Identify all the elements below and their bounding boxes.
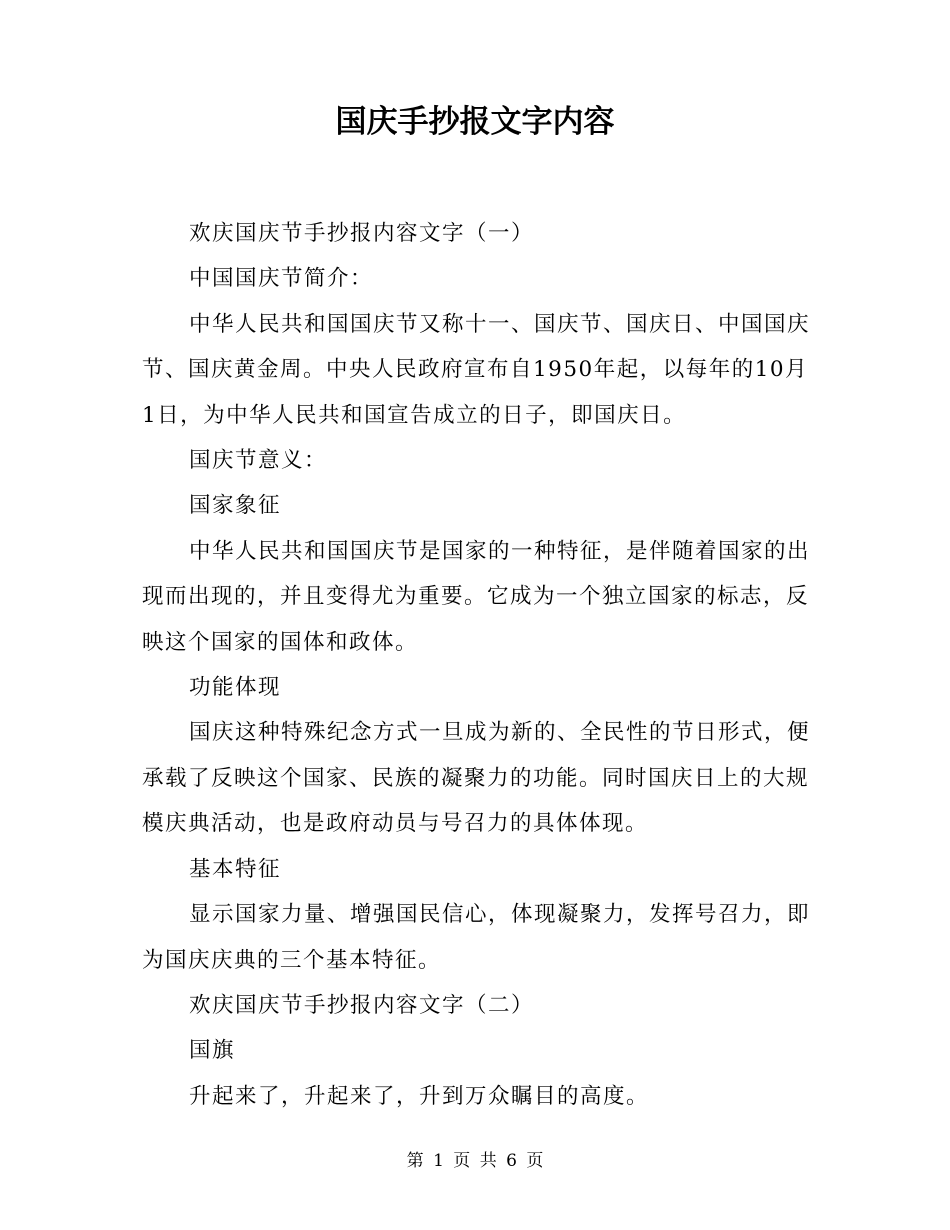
body-paragraph: 中华人民共和国国庆节是国家的一种特征，是伴随着国家的出现而出现的，并且变得尤为重要。它成为一个独立国家的标志，反映这个国家的国体和政体。 — [142, 538, 811, 655]
document-title: 国庆手抄报文字内容 — [335, 104, 615, 140]
subheading: 基本特征 — [189, 856, 282, 882]
subheading: 国庆节意义： — [189, 448, 328, 474]
section-heading: 欢庆国庆节手抄报内容文字（二） — [189, 992, 535, 1018]
body-paragraph: 升起来了，升起来了，升到万众瞩目的高度。 — [189, 1083, 650, 1109]
subheading: 国旗 — [189, 1038, 236, 1064]
body-paragraph: 国庆这种特殊纪念方式一旦成为新的、全民性的节日形式，便承载了反映这个国家、民族的凝聚力的功能。同时国庆日上的大规模庆典活动，也是政府动员与号召力的具体体现。 — [142, 720, 811, 837]
section-heading: 欢庆国庆节手抄报内容文字（一） — [189, 221, 535, 246]
document-body — [142, 211, 812, 1119]
page-footer: 第 1 页 共 6 页 — [406, 1151, 544, 1171]
body-paragraph: 显示国家力量、增强国民信心，体现凝聚力，发挥号召力，即为国庆庆典的三个基本特征。 — [142, 902, 811, 973]
subheading: 国家象征 — [189, 493, 282, 519]
subheading: 功能体现 — [189, 675, 282, 701]
subheading: 中国国庆节简介： — [189, 266, 374, 292]
body-paragraph: 中华人民共和国国庆节又称十一、国庆节、国庆日、中国国庆节、国庆黄金周。中央人民政府宣布自1950年起，以每年的10月1日，为中华人民共和国宣告成立的日子，即国庆日。 — [142, 311, 811, 428]
